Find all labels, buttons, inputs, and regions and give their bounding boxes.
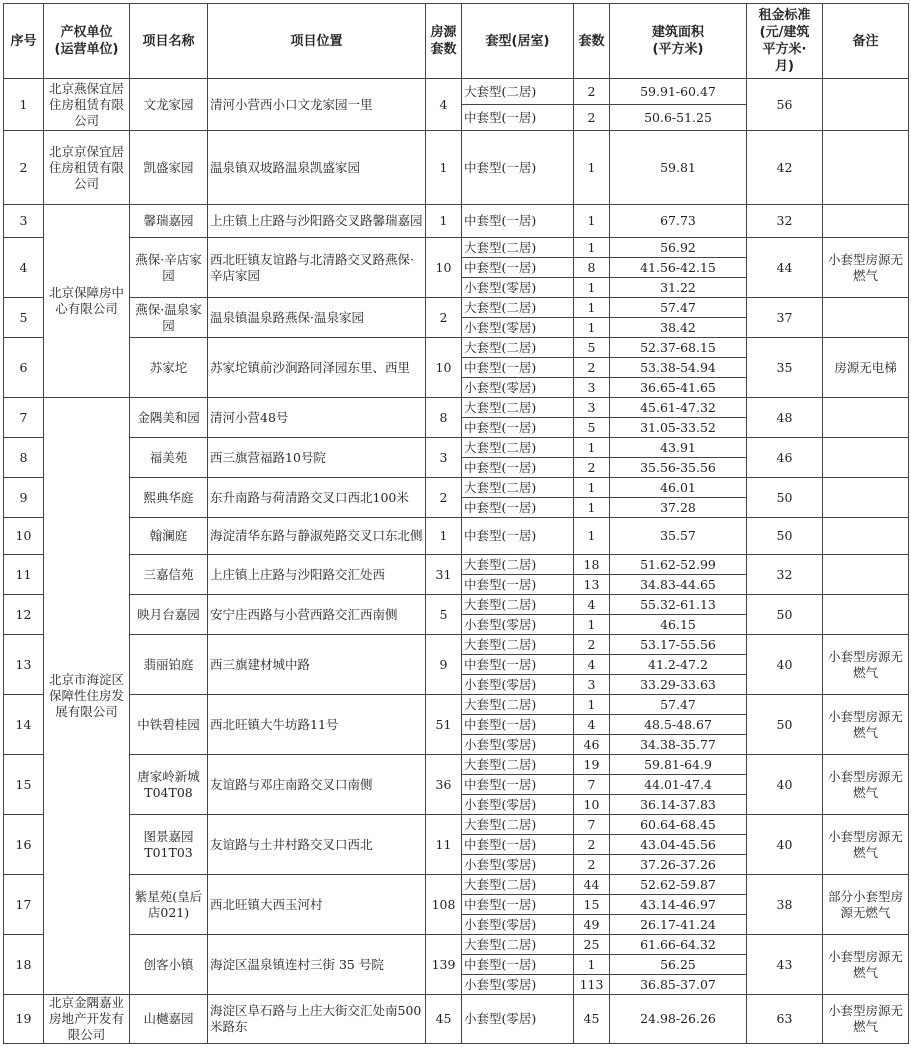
total-cell: 5 [426,595,462,635]
note-cell [823,518,909,555]
unit-type-cell: 小套型(零居) [462,318,574,338]
seq-cell: 5 [4,298,44,338]
location-cell: 西北旺镇友谊路与北清路交叉路燕保·辛店家园 [208,238,426,298]
seq-cell: 8 [4,438,44,478]
unit-count-cell: 1 [574,238,610,258]
total-cell: 10 [426,238,462,298]
unit-type-cell: 大套型(二居) [462,935,574,955]
table-row [4,635,909,655]
unit-type-cell: 小套型(零居) [462,855,574,875]
header-count-text: 套数 [578,33,605,49]
area-cell: 57.47 [610,298,747,318]
unit-count-cell: 113 [574,975,610,995]
table-row [4,595,909,615]
header-row [4,4,909,79]
project-name-cell: 熙典华庭 [130,478,208,518]
note-cell [823,79,909,131]
unit-type-cell: 中套型(一居) [462,498,574,518]
header-rent-line4: 月) [775,59,794,74]
unit-count-cell: 4 [574,715,610,735]
rent-cell: 50 [747,518,823,555]
seq-cell: 17 [4,875,44,935]
rent-cell: 40 [747,755,823,815]
area-cell: 53.38-54.94 [610,358,747,378]
rent-cell: 50 [747,478,823,518]
unit-count-cell: 2 [574,105,610,131]
note-cell: 房源无电梯 [823,338,909,398]
table-row [4,995,909,1044]
area-cell: 44.01-47.4 [610,775,747,795]
unit-type-cell: 大套型(二居) [462,298,574,318]
location-cell: 海淀区温泉镇连村三街 35 号院 [208,935,426,995]
area-cell: 56.25 [610,955,747,975]
area-cell: 59.81-64.9 [610,755,747,775]
seq-cell: 18 [4,935,44,995]
project-name-cell: 苏家坨 [130,338,208,398]
header-note-text: 备注 [852,33,879,49]
area-cell: 36.65-41.65 [610,378,747,398]
project-name-cell: 翡丽铂庭 [130,635,208,695]
table-row [4,875,909,895]
location-cell: 西三旗建材城中路 [208,635,426,695]
project-name-cell: 燕保·辛店家园 [130,238,208,298]
total-cell: 8 [426,398,462,438]
total-cell: 139 [426,935,462,995]
header-rent-line1: 租金标准 [758,8,811,23]
unit-count-cell: 1 [574,205,610,238]
location-cell: 海淀清华东路与静淑苑路交叉口东北侧 [208,518,426,555]
project-name-cell: 创客小镇 [130,935,208,995]
table-row [4,755,909,775]
area-cell: 53.17-55.56 [610,635,747,655]
table-row [4,79,909,105]
total-cell: 45 [426,995,462,1044]
area-cell: 36.14-37.83 [610,795,747,815]
unit-type-cell: 大套型(二居) [462,755,574,775]
area-cell: 57.47 [610,695,747,715]
rent-cell: 32 [747,205,823,238]
unit-count-cell: 4 [574,595,610,615]
unit-count-cell: 1 [574,498,610,518]
area-cell: 41.56-42.15 [610,258,747,278]
total-cell: 10 [426,338,462,398]
unit-type-cell: 中套型(一居) [462,205,574,238]
location-cell: 上庄镇上庄路与沙阳路交汇处西 [208,555,426,595]
rent-cell: 56 [747,79,823,131]
project-name-cell: 三嘉信苑 [130,555,208,595]
location-cell: 温泉镇双坡路温泉凯盛家园 [208,131,426,205]
seq-cell: 7 [4,398,44,438]
unit-cell: 北京市海淀区保障性住房发展有限公司 [44,398,130,995]
unit-type-cell: 小套型(零居) [462,735,574,755]
area-cell: 35.57 [610,518,747,555]
unit-cell: 北京燕保宜居住房租赁有限公司 [44,79,130,131]
unit-type-cell: 中套型(一居) [462,105,574,131]
area-cell: 35.56-35.56 [610,458,747,478]
rent-cell: 43 [747,935,823,995]
unit-cell: 北京金隅嘉业房地产开发有限公司 [44,995,130,1044]
unit-count-cell: 7 [574,815,610,835]
unit-count-cell: 13 [574,575,610,595]
area-cell: 36.85-37.07 [610,975,747,995]
location-cell: 清河小营48号 [208,398,426,438]
unit-type-cell: 中套型(一居) [462,895,574,915]
seq-cell: 16 [4,815,44,875]
header-rent-line2: (元/建筑 [759,25,810,40]
location-cell: 东升南路与荷清路交叉口西北100米 [208,478,426,518]
rent-cell: 35 [747,338,823,398]
total-cell: 11 [426,815,462,875]
total-cell: 51 [426,695,462,755]
unit-type-cell: 大套型(二居) [462,238,574,258]
header-unit [44,4,130,79]
area-cell: 37.28 [610,498,747,518]
unit-count-cell: 1 [574,955,610,975]
project-name-cell: 金隅美和园 [130,398,208,438]
table-body [4,79,909,1044]
unit-type-cell: 大套型(二居) [462,695,574,715]
unit-count-cell: 8 [574,258,610,278]
unit-count-cell: 46 [574,735,610,755]
rent-cell: 48 [747,398,823,438]
area-cell: 37.26-37.26 [610,855,747,875]
unit-count-cell: 7 [574,775,610,795]
unit-count-cell: 25 [574,935,610,955]
unit-count-cell: 3 [574,675,610,695]
unit-type-cell: 中套型(一居) [462,418,574,438]
project-name-cell: 中铁碧桂园 [130,695,208,755]
note-cell [823,131,909,205]
rent-cell: 44 [747,238,823,298]
rent-cell: 32 [747,555,823,595]
area-cell: 60.64-68.45 [610,815,747,835]
unit-type-cell: 大套型(二居) [462,79,574,105]
total-cell: 36 [426,755,462,815]
seq-cell: 1 [4,79,44,131]
rent-cell: 38 [747,875,823,935]
unit-type-cell: 大套型(二居) [462,338,574,358]
seq-cell: 3 [4,205,44,238]
seq-cell: 13 [4,635,44,695]
table-row [4,205,909,238]
area-cell: 45.61-47.32 [610,398,747,418]
unit-type-cell: 小套型(零居) [462,795,574,815]
total-cell: 9 [426,635,462,695]
unit-count-cell: 1 [574,278,610,298]
unit-count-cell: 19 [574,755,610,775]
table-row [4,338,909,358]
table-row [4,935,909,955]
area-cell: 59.81 [610,131,747,205]
area-cell: 67.73 [610,205,747,238]
total-cell: 4 [426,79,462,131]
unit-count-cell: 1 [574,478,610,498]
note-cell [823,555,909,595]
unit-count-cell: 4 [574,655,610,675]
unit-count-cell: 3 [574,398,610,418]
note-cell [823,595,909,635]
unit-count-cell: 2 [574,358,610,378]
table-row [4,555,909,575]
note-cell: 小套型房源无燃气 [823,935,909,995]
header-rent-line3: 平方米· [762,42,807,57]
seq-cell: 6 [4,338,44,398]
unit-type-cell: 大套型(二居) [462,875,574,895]
unit-type-cell: 中套型(一居) [462,775,574,795]
header-project-text: 项目名称 [142,33,195,49]
note-cell [823,298,909,338]
note-cell [823,478,909,518]
note-cell: 部分小套型房源无燃气 [823,875,909,935]
header-total-line2: 套数 [430,42,457,57]
unit-type-cell: 大套型(二居) [462,398,574,418]
area-cell: 41.2-47.2 [610,655,747,675]
project-name-cell: 紫星苑(皇后店021) [130,875,208,935]
unit-count-cell: 2 [574,79,610,105]
unit-type-cell: 大套型(二居) [462,815,574,835]
housing-table [3,3,909,1044]
seq-cell: 9 [4,478,44,518]
unit-type-cell: 小套型(零居) [462,278,574,298]
header-area [610,4,747,79]
location-cell: 西北旺镇大西玉河村 [208,875,426,935]
location-cell: 苏家坨镇前沙涧路同泽园东里、西里 [208,338,426,398]
unit-type-cell: 小套型(零居) [462,975,574,995]
table-row [4,438,909,458]
unit-count-cell: 10 [574,795,610,815]
header-count [574,4,610,79]
project-name-cell: 馨瑞嘉园 [130,205,208,238]
header-location-text: 项目位置 [290,33,343,49]
unit-count-cell: 44 [574,875,610,895]
seq-cell: 14 [4,695,44,755]
unit-cell: 北京保障房中心有限公司 [44,205,130,398]
area-cell: 43.14-46.97 [610,895,747,915]
unit-type-cell: 小套型(零居) [462,995,574,1044]
note-cell: 小套型房源无燃气 [823,815,909,875]
unit-type-cell: 大套型(二居) [462,635,574,655]
table-row [4,238,909,258]
unit-type-cell: 中套型(一居) [462,458,574,478]
note-cell: 小套型房源无燃气 [823,695,909,755]
location-cell: 友谊路与邓庄南路交叉口南侧 [208,755,426,815]
note-cell [823,205,909,238]
table-row [4,815,909,835]
rent-cell: 42 [747,131,823,205]
note-cell [823,398,909,438]
project-name-cell: 图景嘉园T01T03 [130,815,208,875]
location-cell: 友谊路与土井村路交叉口西北 [208,815,426,875]
unit-type-cell: 中套型(一居) [462,518,574,555]
rent-cell: 46 [747,438,823,478]
area-cell: 24.98-26.26 [610,995,747,1044]
seq-cell: 11 [4,555,44,595]
seq-cell: 10 [4,518,44,555]
header-seq-text: 序号 [10,33,37,49]
unit-type-cell: 大套型(二居) [462,478,574,498]
header-type-text: 套型(居室) [485,33,550,49]
unit-type-cell: 小套型(零居) [462,675,574,695]
header-project [130,4,208,79]
unit-count-cell: 1 [574,131,610,205]
note-cell [823,438,909,478]
project-name-cell: 文龙家园 [130,79,208,131]
seq-cell: 4 [4,238,44,298]
rent-cell: 50 [747,595,823,635]
location-cell: 西三旗营福路10号院 [208,438,426,478]
note-cell: 小套型房源无燃气 [823,238,909,298]
area-cell: 46.15 [610,615,747,635]
unit-count-cell: 1 [574,298,610,318]
area-cell: 34.38-35.77 [610,735,747,755]
seq-cell: 2 [4,131,44,205]
header-area-line2: (平方米) [652,42,704,57]
area-cell: 31.22 [610,278,747,298]
area-cell: 26.17-41.24 [610,915,747,935]
unit-count-cell: 1 [574,615,610,635]
location-cell: 清河小营西小口文龙家园一里 [208,79,426,131]
area-cell: 56.92 [610,238,747,258]
header-area-line1: 建筑面积 [651,25,704,40]
header-type [462,4,574,79]
project-name-cell: 燕保·温泉家园 [130,298,208,338]
total-cell: 1 [426,131,462,205]
area-cell: 52.37-68.15 [610,338,747,358]
unit-count-cell: 1 [574,518,610,555]
total-cell: 1 [426,518,462,555]
project-name-cell: 山樾嘉园 [130,995,208,1044]
unit-type-cell: 大套型(二居) [462,555,574,575]
header-rent [747,4,823,79]
location-cell: 西北旺镇大牛坊路11号 [208,695,426,755]
note-cell: 小套型房源无燃气 [823,635,909,695]
unit-count-cell: 5 [574,418,610,438]
table-row [4,398,909,418]
unit-type-cell: 中套型(一居) [462,655,574,675]
area-cell: 50.6-51.25 [610,105,747,131]
unit-type-cell: 小套型(零居) [462,378,574,398]
total-cell: 2 [426,298,462,338]
header-unit-line2: (运营单位) [54,42,119,57]
unit-count-cell: 2 [574,835,610,855]
rent-cell: 40 [747,815,823,875]
project-name-cell: 福美苑 [130,438,208,478]
unit-count-cell: 2 [574,635,610,655]
unit-type-cell: 中套型(一居) [462,835,574,855]
unit-type-cell: 中套型(一居) [462,358,574,378]
project-name-cell: 凯盛家园 [130,131,208,205]
total-cell: 31 [426,555,462,595]
header-total [426,4,462,79]
area-cell: 46.01 [610,478,747,498]
area-cell: 48.5-48.67 [610,715,747,735]
unit-type-cell: 大套型(二居) [462,438,574,458]
seq-cell: 15 [4,755,44,815]
table-row [4,695,909,715]
header-total-line1: 房源 [430,25,457,40]
unit-type-cell: 中套型(一居) [462,955,574,975]
total-cell: 3 [426,438,462,478]
note-cell: 小套型房源无燃气 [823,755,909,815]
unit-count-cell: 2 [574,855,610,875]
header-location [208,4,426,79]
table-row [4,518,909,555]
unit-type-cell: 小套型(零居) [462,615,574,635]
area-cell: 38.42 [610,318,747,338]
rent-cell: 37 [747,298,823,338]
unit-count-cell: 2 [574,458,610,478]
unit-count-cell: 5 [574,338,610,358]
unit-count-cell: 3 [574,378,610,398]
header-unit-line1: 产权单位 [60,25,113,40]
table-row [4,478,909,498]
unit-type-cell: 中套型(一居) [462,575,574,595]
location-cell: 温泉镇温泉路燕保·温泉家园 [208,298,426,338]
rent-cell: 63 [747,995,823,1044]
area-cell: 43.91 [610,438,747,458]
seq-cell: 19 [4,995,44,1044]
area-cell: 34.83-44.65 [610,575,747,595]
project-name-cell: 唐家岭新城T04T08 [130,755,208,815]
unit-type-cell: 中套型(一居) [462,131,574,205]
area-cell: 51.62-52.99 [610,555,747,575]
area-cell: 59.91-60.47 [610,79,747,105]
area-cell: 31.05-33.52 [610,418,747,438]
rent-cell: 40 [747,635,823,695]
unit-count-cell: 49 [574,915,610,935]
area-cell: 55.32-61.13 [610,595,747,615]
header-note [823,4,909,79]
unit-count-cell: 1 [574,438,610,458]
note-cell: 小套型房源无燃气 [823,995,909,1044]
unit-type-cell: 中套型(一居) [462,715,574,735]
location-cell: 安宁庄西路与小营西路交汇西南侧 [208,595,426,635]
area-cell: 52.62-59.87 [610,875,747,895]
unit-count-cell: 18 [574,555,610,575]
rent-cell: 50 [747,695,823,755]
table-row [4,298,909,318]
area-cell: 43.04-45.56 [610,835,747,855]
unit-count-cell: 45 [574,995,610,1044]
project-name-cell: 映月台嘉园 [130,595,208,635]
seq-cell: 12 [4,595,44,635]
unit-type-cell: 小套型(零居) [462,915,574,935]
unit-type-cell: 大套型(二居) [462,595,574,615]
location-cell: 海淀区阜石路与上庄大街交汇处南500米路东 [208,995,426,1044]
location-cell: 上庄镇上庄路与沙阳路交叉路馨瑞嘉园 [208,205,426,238]
total-cell: 108 [426,875,462,935]
area-cell: 61.66-64.32 [610,935,747,955]
unit-count-cell: 1 [574,695,610,715]
unit-count-cell: 15 [574,895,610,915]
table-row [4,131,909,205]
unit-type-cell: 中套型(一居) [462,258,574,278]
area-cell: 33.29-33.63 [610,675,747,695]
header-seq [4,4,44,79]
total-cell: 1 [426,205,462,238]
project-name-cell: 翰澜庭 [130,518,208,555]
unit-count-cell: 1 [574,318,610,338]
unit-cell: 北京京保宜居住房租赁有限公司 [44,131,130,205]
total-cell: 2 [426,478,462,518]
